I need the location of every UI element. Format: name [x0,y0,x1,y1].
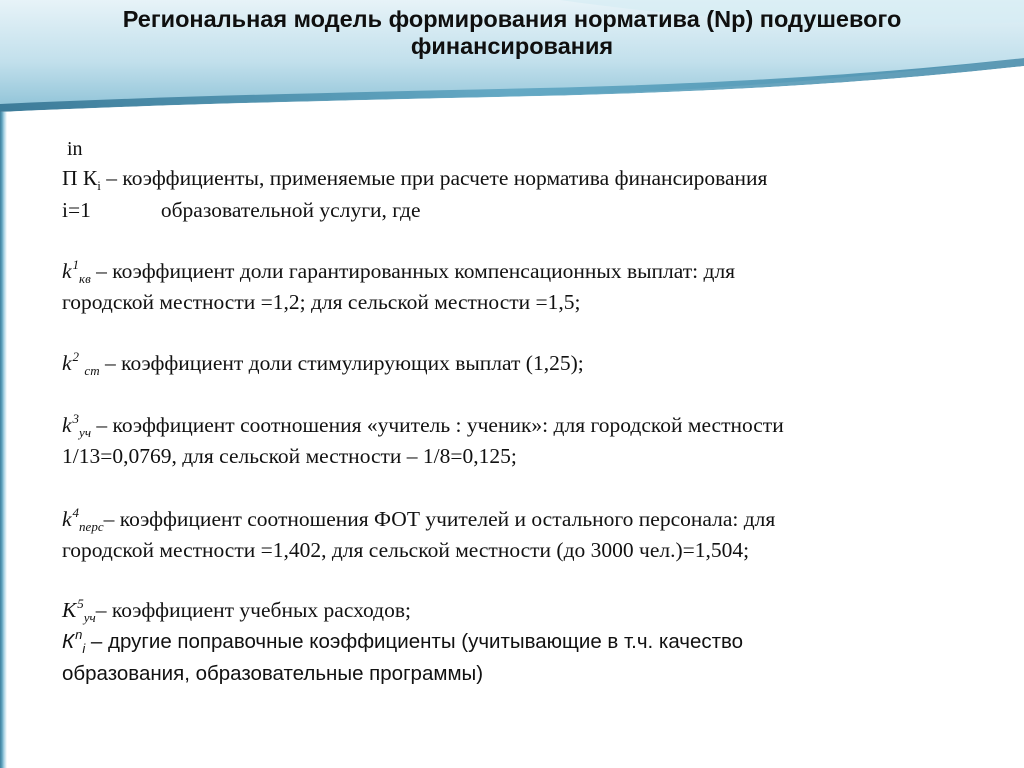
coef-k3-text: – коэффициент соотношения «учитель : ученик»: для городской местности [91,413,784,437]
coef-k1-index: 1 [72,257,80,272]
coef-kn-text: – другие поправочные коэффициенты (учитывающие в т.ч. качество [85,630,744,653]
coef-k5-text: – коэффициент учебных расходов; [95,598,411,622]
coef-k5-index: 5 [77,596,84,611]
coef-k4-letter: k [62,507,72,531]
slide-title-line-2: финансирования [410,33,614,59]
coef-kn-letter: К [62,630,75,653]
coef-k1-line-2: городской местности =1,2; для сельской местности =1,5; [62,290,581,314]
coef-k4-index: 4 [72,505,80,520]
coef-k2-letter: k [62,351,72,375]
coef-k3-index: 3 [72,411,80,426]
coef-kn-line-2: образования, образовательные программы) [62,662,484,685]
slide-title [0,6,1024,60]
coef-k5-sub: уч [83,610,96,625]
coef-kn-index: n [75,627,83,642]
left-accent-band [0,112,7,768]
coef-kn-sub: i [82,641,86,656]
coef-k2-index: 2 [72,349,80,364]
product-subscript: i [97,178,101,193]
coef-kn-line-1 [62,628,743,657]
coef-k1-text: – коэффициент доли гарантированных компенсационных выплат: для [90,259,736,283]
coef-k2-line-1 [62,350,584,379]
coef-k4-sub: перс [79,519,104,534]
coef-k2-sub: ст [84,363,100,378]
coef-k4-line-2: городской местности =1,402, для сельской местности (до 3000 чел.)=1,504; [62,538,750,562]
product-lower-limit: i=1 [62,198,91,222]
slide-title-line-1: Региональная модель формирования норматива (Nр) подушевого [122,6,902,32]
coef-k2-text: – коэффициент доли стимулирующих выплат (1,25); [99,351,584,375]
coef-k3-line-1 [62,412,784,441]
coef-k3-sub: уч [79,425,92,440]
product-description-cont: образовательной услуги, где [160,198,421,222]
product-description: – коэффициенты, применяемые при расчете норматива финансирования [100,166,768,190]
product-formula-line [62,165,767,194]
coef-k4-line-1 [62,506,775,535]
coef-k1-letter: k [62,259,72,283]
product-symbol: П К [62,166,98,190]
coef-k4-text: – коэффициент соотношения ФОТ учителей и остального персонала: для [103,507,776,531]
coef-k1-line-1 [62,258,735,287]
coef-k5-letter: К [62,598,77,622]
coef-k3-line-2: 1/13=0,0769, для сельской местности – 1/8=0,125; [62,444,517,468]
coef-k1-sub: кв [79,271,91,286]
product-lower-line [62,197,421,224]
coef-k5-line-1 [62,597,411,626]
product-upper-limit: in [67,138,83,160]
coef-k3-letter: k [62,413,72,437]
